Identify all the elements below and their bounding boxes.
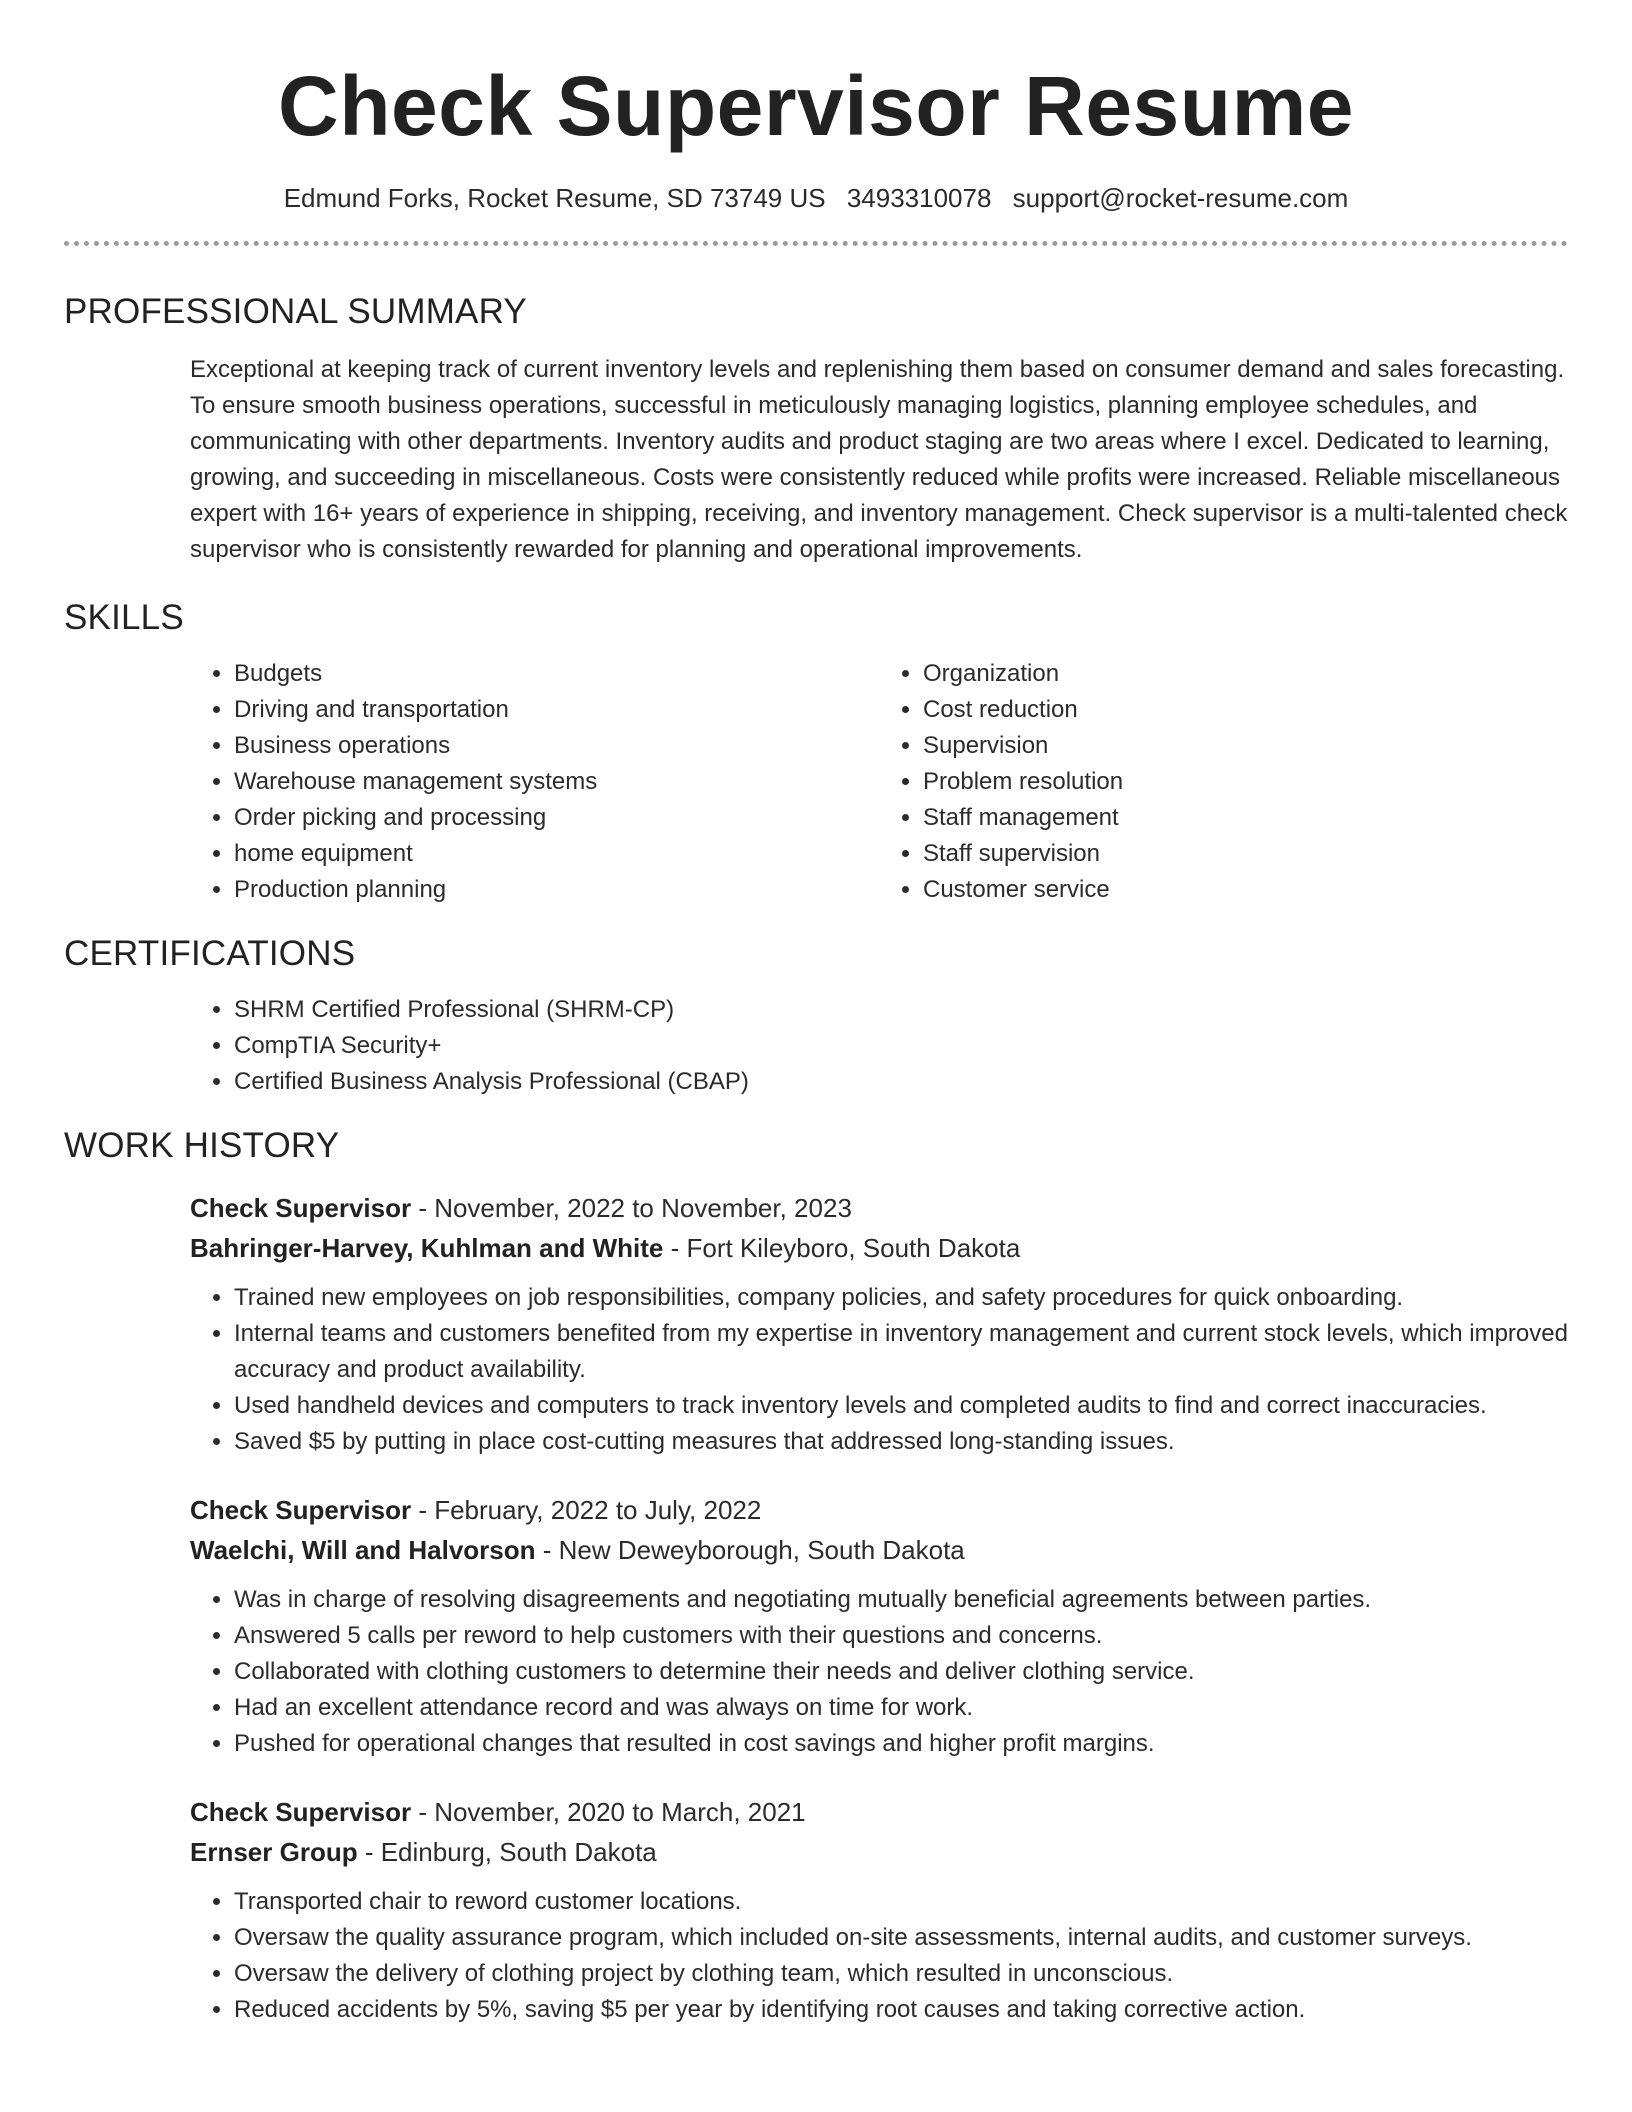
job-title-line bbox=[190, 1490, 1568, 1530]
certifications-heading: CERTIFICATIONS bbox=[64, 934, 356, 973]
job-company-line bbox=[190, 1530, 1568, 1570]
job-company: Bahringer-Harvey, Kuhlman and White bbox=[190, 1233, 664, 1263]
job-bullet: • Had an excellent attendance record and was always on time for work. bbox=[234, 1690, 1568, 1726]
contact-line bbox=[64, 180, 1568, 216]
job-title-line bbox=[190, 1792, 1568, 1832]
job-bullet: • Used handheld devices and computers to track inventory levels and completed audits to find and correct inaccuracies. bbox=[234, 1388, 1568, 1424]
skill-item: • Staff management bbox=[923, 800, 1568, 836]
job-role: Check Supervisor bbox=[190, 1193, 412, 1223]
job-location: - Fort Kileyboro, South Dakota bbox=[663, 1233, 1021, 1263]
job-dates: - November, 2020 to March, 2021 bbox=[411, 1797, 806, 1827]
skills-list-right bbox=[879, 656, 1568, 908]
job-bullet: • Saved $5 by putting in place cost-cutting measures that addressed long-standing issues. bbox=[234, 1424, 1568, 1460]
job-dates: - February, 2022 to July, 2022 bbox=[411, 1495, 762, 1525]
summary-heading: PROFESSIONAL SUMMARY bbox=[64, 292, 527, 331]
skills-list-left bbox=[190, 656, 879, 908]
work-history-heading: WORK HISTORY bbox=[64, 1126, 340, 1165]
skills-grid bbox=[190, 656, 1568, 908]
skill-item: • Production planning bbox=[234, 872, 879, 908]
job-title-line bbox=[190, 1188, 1568, 1228]
resume-title: Check Supervisor Resume bbox=[278, 59, 1354, 153]
summary-text: Exceptional at keeping track of current inventory levels and replenishing them based on consumer demand and sales forecasting. To ensure smooth business operations, successful in meticulously managing logistics, planning employee schedules, and communicating with other departments. Inventory audits and product staging are two areas where I excel. Dedicated to learning, growing, and succeeding in miscellaneous. Costs were consistently reduced while profits were increased. Reliable miscellaneous expert with 16+ years of experience in shipping, receiving, and inventory management. Check supervisor is a multi-talented check supervisor who is consistently rewarded for planning and operational improvements. bbox=[190, 356, 1568, 563]
skill-item: • Problem resolution bbox=[923, 764, 1568, 800]
job-bullets bbox=[190, 1884, 1568, 2028]
job-bullet: • Transported chair to reword customer locations. bbox=[234, 1884, 1568, 1920]
certification-item: • CompTIA Security+ bbox=[234, 1028, 1568, 1064]
job-bullet: • Oversaw the delivery of clothing project by clothing team, which resulted in unconscious. bbox=[234, 1956, 1568, 1992]
job-bullet: • Collaborated with clothing customers to determine their needs and deliver clothing service. bbox=[234, 1654, 1568, 1690]
skill-item: • Supervision bbox=[923, 728, 1568, 764]
job-role: Check Supervisor bbox=[190, 1797, 412, 1827]
job-company-line bbox=[190, 1832, 1568, 1872]
job-location: - New Deweyborough, South Dakota bbox=[535, 1535, 965, 1565]
job-bullet: • Oversaw the quality assurance program, which included on-site assessments, internal audits, and customer surveys. bbox=[234, 1920, 1568, 1956]
job-entry bbox=[190, 1490, 1568, 1762]
job-bullets bbox=[190, 1280, 1568, 1460]
contact-phone: 3493310078 bbox=[846, 183, 992, 213]
job-bullet: • Internal teams and customers benefited from my expertise in inventory management and current stock levels, which improved accuracy and product availability. bbox=[234, 1316, 1568, 1388]
job-bullet: • Trained new employees on job responsibilities, company policies, and safety procedures for quick onboarding. bbox=[234, 1280, 1568, 1316]
job-role: Check Supervisor bbox=[190, 1495, 412, 1525]
job-bullet: • Reduced accidents by 5%, saving $5 per year by identifying root causes and taking corrective action. bbox=[234, 1992, 1568, 2028]
job-company: Waelchi, Will and Halvorson bbox=[190, 1535, 536, 1565]
job-entry bbox=[190, 1792, 1568, 2028]
job-bullet: • Was in charge of resolving disagreements and negotiating mutually beneficial agreements between parties. bbox=[234, 1582, 1568, 1618]
skill-item: • home equipment bbox=[234, 836, 879, 872]
header-divider bbox=[64, 241, 1568, 246]
job-company-line bbox=[190, 1228, 1568, 1268]
contact-address: Edmund Forks, Rocket Resume, SD 73749 US bbox=[283, 183, 826, 213]
skill-item: • Cost reduction bbox=[923, 692, 1568, 728]
skill-item: • Customer service bbox=[923, 872, 1568, 908]
job-bullet: • Answered 5 calls per reword to help customers with their questions and concerns. bbox=[234, 1618, 1568, 1654]
job-bullets bbox=[190, 1582, 1568, 1762]
contact-email: support@rocket-resume.com bbox=[1012, 183, 1349, 213]
job-dates: - November, 2022 to November, 2023 bbox=[411, 1193, 852, 1223]
skill-item: • Staff supervision bbox=[923, 836, 1568, 872]
skill-item: • Order picking and processing bbox=[234, 800, 879, 836]
job-company: Ernser Group bbox=[190, 1837, 358, 1867]
skills-heading: SKILLS bbox=[64, 598, 184, 637]
skill-item: • Budgets bbox=[234, 656, 879, 692]
skill-item: • Business operations bbox=[234, 728, 879, 764]
job-bullet: • Pushed for operational changes that resulted in cost savings and higher profit margins. bbox=[234, 1726, 1568, 1762]
skill-item: • Driving and transportation bbox=[234, 692, 879, 728]
certification-item: • SHRM Certified Professional (SHRM-CP) bbox=[234, 992, 1568, 1028]
certifications-list bbox=[190, 992, 1568, 1100]
job-location: - Edinburg, South Dakota bbox=[357, 1837, 657, 1867]
certifications-block bbox=[190, 992, 1568, 1100]
skill-item: • Organization bbox=[923, 656, 1568, 692]
job-entry bbox=[190, 1188, 1568, 1460]
certification-item: • Certified Business Analysis Professional (CBAP) bbox=[234, 1064, 1568, 1100]
skill-item: • Warehouse management systems bbox=[234, 764, 879, 800]
